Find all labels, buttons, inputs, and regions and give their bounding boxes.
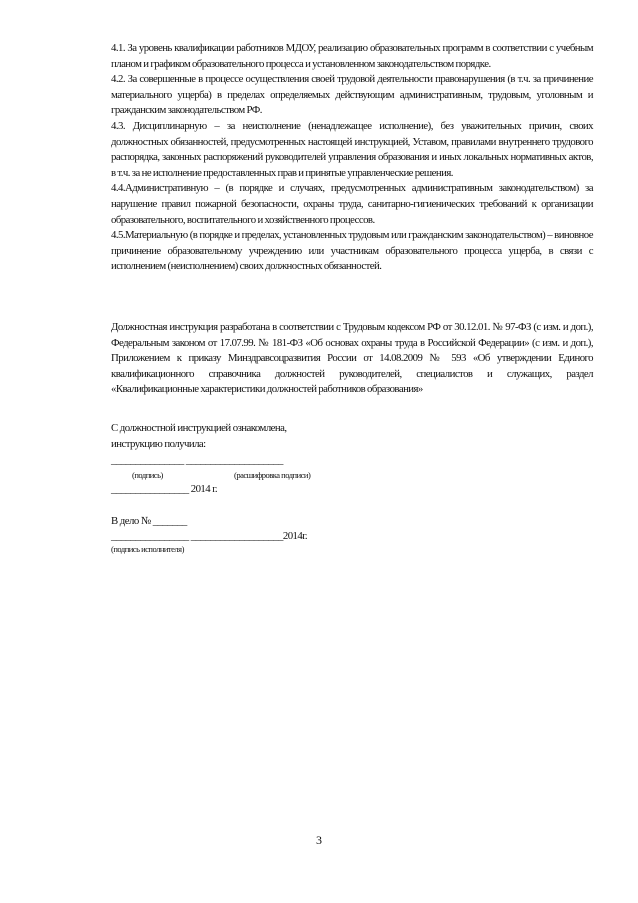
acquaintance-date-line: ________________ 2014 г. — [111, 483, 218, 495]
section-4-3: 4.3. Дисциплинарную – за неисполнение (ненадлежащее исполнение), без уважительных причин, своих должностных обязанностей, предусмотренных настоящей инструкцией, Уставом, правилами внутреннего трудового распорядка, законных распоряжений руководителей управления образования и иных локальных нормативных актов, в т.ч. за не исполнение предоставленных прав и принятые управленческие решения. — [111, 119, 593, 179]
acquaintance-line-1: С должностной инструкцией ознакомлена, — [111, 422, 287, 434]
signature-blank-line: _______________ ____________________ — [111, 454, 283, 466]
page-number: 3 — [316, 833, 322, 847]
responsibility-sections — [111, 41, 593, 275]
basis-paragraph: Должностная инструкция разработана в соответствии с Трудовым кодексом РФ от 30.12.01. № 97-ФЗ (с изм. и доп.), Федеральным законом от 17.07.99. № 181-ФЗ «Об основах охраны труда в Российской Федерации» (с изм. и доп.), Приложением к приказу Минздравсоцразвития России от 14.08.2009 № 593 «Об утверждении Единого квалификационного справочника должностей руководителей, специалистов и служащих, раздел «Квалификационные характеристики должностей работников образования» — [111, 321, 593, 396]
executor-signature-label: (подпись исполнителя) — [111, 544, 184, 554]
section-4-5: 4.5.Материальную (в порядке и пределах, установленных трудовым или гражданским законодательством) – виновное причинение образовательному учреждению или участникам образовательного процесса ущерба, в связи с исполнением (неисполнением) своих должностных обязанностей. — [111, 229, 593, 273]
section-4-1: 4.1. За уровень квалификации работников МДОУ, реализацию образовательных программ в соответствии с учебным планом и графиком образовательного процесса и установленном законодательством порядке. — [111, 42, 593, 70]
acquaintance-line-2: инструкцию получила: — [111, 438, 206, 450]
signature-label: (подпись) — [132, 470, 163, 480]
section-4-2: 4.2. За совершенные в процессе осуществления своей трудовой деятельности правонарушения (в т.ч. за причинение материального ущерба) в пределах определяемых действующим административным, трудовым, уголовным и гражданским законодательством РФ. — [111, 73, 593, 117]
section-4-4: 4.4.Административную – (в порядке и случаях, предусмотренных административным законодательством) за нарушение правил пожарной безопасности, охраны труда, санитарно-гигиенических требований к организации образовательного, воспитательного и хозяйственного процессов. — [111, 182, 593, 226]
basis-paragraph-block — [111, 320, 593, 398]
filing-signature-line: ________________ ___________________2014г. — [111, 530, 308, 542]
filing-case-number: В дело № _______ — [111, 515, 187, 527]
signature-decoding-label: (расшифровка подписи) — [234, 470, 311, 480]
